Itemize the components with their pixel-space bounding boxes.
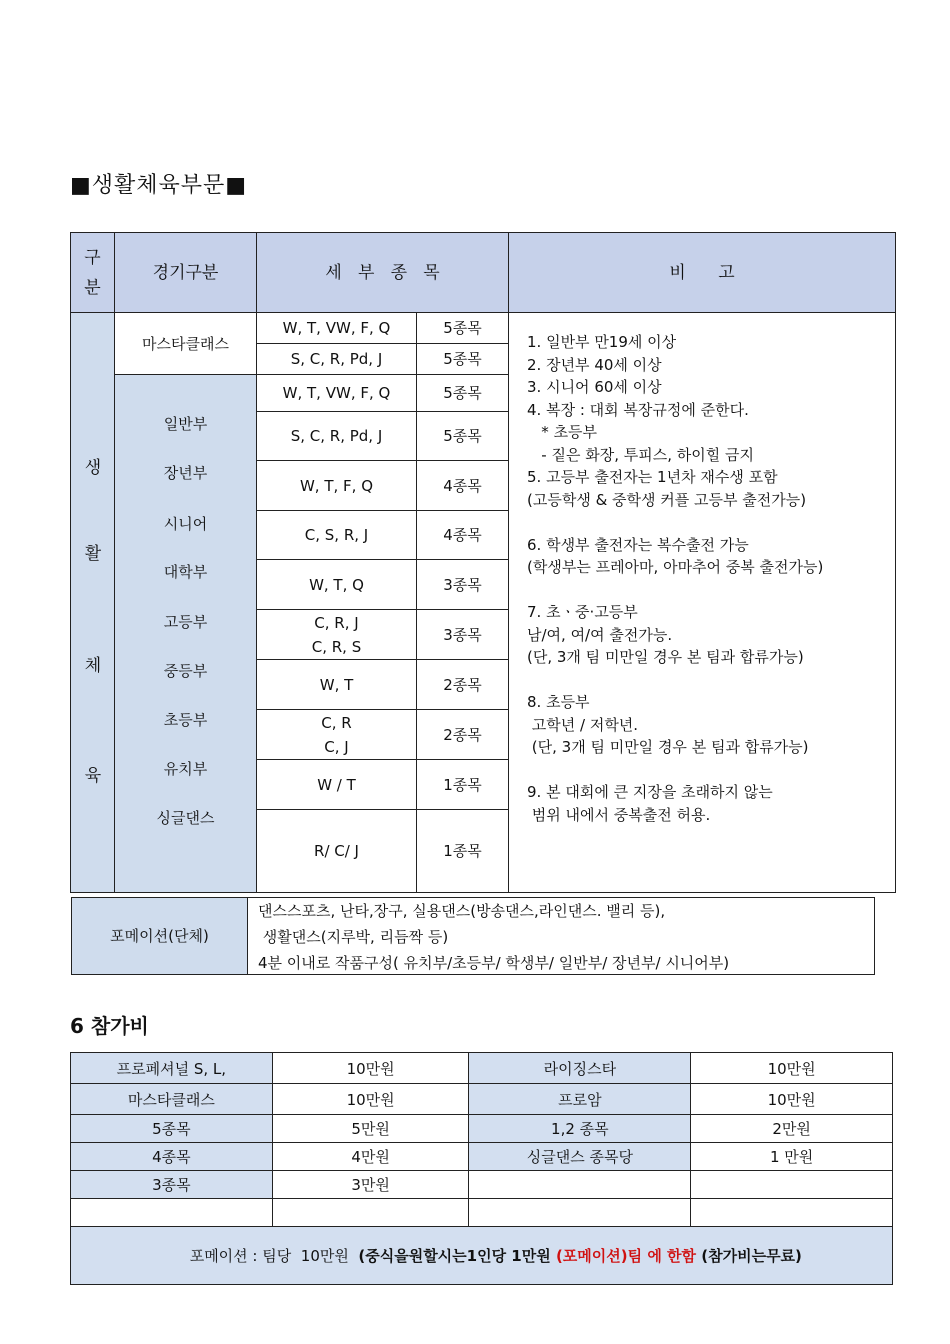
fee-table [70,1052,893,1285]
header-gubun: 구 분 [70,232,115,313]
row-dances: R/ C/ J [256,809,417,893]
table-row [71,1143,893,1171]
row-count: 4종목 [416,510,509,560]
divisions-cell [114,374,257,893]
formation-line: 댄스스포츠, 난타,장구, 실용댄스(방송댄스,라인댄스. 밸리 등), [258,902,666,920]
free-entry-text: (참가비는무료) [696,1247,802,1265]
division-label: 대학부 [163,563,208,581]
fee-label: 4종목 [71,1143,273,1171]
row-dances: C, S, R, J [256,510,417,560]
division-label: 일반부 [163,415,208,433]
fee-value: 10만원 [272,1084,469,1115]
fee-empty [469,1199,691,1227]
formation-line: 4분 이내로 작품구성( 유치부/초등부/ 학생부/ 일반부/ 장년부/ 시니어부) [258,954,730,972]
note-line [527,669,895,692]
fee-label: 라이징스타 [469,1053,691,1084]
table-row [71,1227,893,1285]
note-line: 3. 시니어 60세 이상 [527,378,662,396]
category-char: 생 [84,458,102,478]
fee-value: 10만원 [691,1053,893,1084]
division-label: 초등부 [163,711,208,729]
category-char: 육 [84,766,102,786]
fee-value: 4만원 [272,1143,469,1171]
formation-only-text: (포메이션)팀 에 한함 [555,1247,697,1265]
note-line: * 초등부 [527,423,598,441]
division-label: 유치부 [163,760,208,778]
formation-line: 생활댄스(지루박, 리듬짝 등) [258,928,449,946]
row-dances: W, T, VW, F, Q [256,312,417,344]
fee-empty [272,1199,469,1227]
row-dances: W, T [256,659,417,710]
fee-label: 마스타클래스 [71,1084,273,1115]
note-line: 7. 초ㆍ중·고등부 [527,603,638,621]
row-dances: W / T [256,759,417,810]
note-line [527,759,895,782]
fee-empty [469,1171,691,1199]
note-line: (단, 3개 팀 미만일 경우 본 팀과 합류가능) [527,648,804,666]
note-line: 남/여, 여/여 출전가능. [527,625,673,644]
row-count: 2종목 [416,659,509,710]
table-row [71,1053,893,1084]
division-label: 장년부 [163,464,208,482]
fee-value: 10만원 [691,1084,893,1115]
row-count: 4종목 [416,460,509,511]
note-line: - 짙은 화장, 투피스, 하이힐 금지 [527,445,754,464]
fee-label: 싱글댄스 종목당 [469,1143,691,1171]
note-line: (학생부는 프레아마, 아마추어 중복 출전가능) [527,558,824,576]
row-dances: C, R C, J [256,709,417,760]
division-label: 중등부 [163,662,208,680]
note-line: 범위 내에서 중복출전 허용. [527,805,711,824]
lunch-fee-text: (중식을원할시는1인당 1만원 [358,1247,556,1265]
header-detail: 세 부 종 목 [256,232,509,313]
fee-empty [691,1171,893,1199]
note-line [527,579,895,602]
row-count: 5종목 [416,343,509,375]
division-label: 싱글댄스 [156,809,215,827]
row-dances: C, R, J C, R, S [256,609,417,660]
table-row [71,1115,893,1143]
fee-value: 5만원 [272,1115,469,1143]
fee-label: 프로암 [469,1084,691,1115]
header-competition: 경기구분 [114,232,257,313]
category-char: 활 [84,544,102,564]
fee-empty [691,1199,893,1227]
fee-value: 3만원 [272,1171,469,1199]
note-line: (고등학생 & 중학생 커플 고등부 출전가능) [527,490,807,509]
row-count: 1종목 [416,759,509,810]
note-line [527,511,895,534]
note-line: 4. 복장 : 대회 복장규정에 준한다. [527,400,749,419]
fee-value: 1 만원 [691,1143,893,1171]
row-count: 1종목 [416,809,509,893]
note-line: 2. 장년부 40세 이상 [527,355,662,374]
section-title: ■생활체육부문■ [70,173,248,198]
table-row [71,1084,893,1115]
fee-heading: 6 참가비 [70,1014,149,1038]
row-count: 5종목 [416,312,509,344]
division-table [70,232,896,893]
fee-value: 10만원 [272,1053,469,1084]
category-char: 체 [84,656,102,676]
category-cell [70,312,115,893]
formation-description [247,897,875,975]
row-dances: W, T, Q [256,559,417,610]
fee-label: 3종목 [71,1171,273,1199]
division-label: 고등부 [163,613,208,631]
note-line: 5. 고등부 출전자는 1년차 재수생 포함 [527,468,778,486]
fee-value: 2만원 [691,1115,893,1143]
note-line: 8. 초등부 [527,693,590,711]
division-label: 시니어 [163,515,208,533]
row-count: 2종목 [416,709,509,760]
row-dances: W, T, F, Q [256,460,417,511]
note-line: 1. 일반부 만19세 이상 [527,333,677,351]
formation-fee-note [71,1227,893,1285]
fee-label: 1,2 종목 [469,1115,691,1143]
formation-fee-text: 포메이션 : 팀당 10만원 [189,1247,359,1265]
fee-label: 프로페셔널 S, L, [71,1053,273,1084]
note-line: (단, 3개 팀 미만일 경우 본 팀과 합류가능) [527,738,809,756]
header-notes: 비 고 [508,232,896,313]
note-line: 9. 본 대회에 큰 지장을 초래하지 않는 [527,783,773,801]
row-dances: S, C, R, Pd, J [256,411,417,461]
note-line: 고학년 / 저학년. [527,715,639,734]
row-count: 3종목 [416,559,509,610]
formation-label: 포메이션(단체) [71,897,248,975]
table-row [71,1199,893,1227]
row-count: 5종목 [416,411,509,461]
formation-table [71,897,875,975]
masters-class-cell: 마스타클래스 [114,312,257,375]
note-line: 6. 학생부 출전자는 복수출전 가능 [527,535,749,554]
table-row [71,1171,893,1199]
notes-cell [508,312,896,893]
row-count: 3종목 [416,609,509,660]
fee-empty [71,1199,273,1227]
row-dances: W, T, VW, F, Q [256,374,417,412]
row-count: 5종목 [416,374,509,412]
row-dances: S, C, R, Pd, J [256,343,417,375]
fee-label: 5종목 [71,1115,273,1143]
